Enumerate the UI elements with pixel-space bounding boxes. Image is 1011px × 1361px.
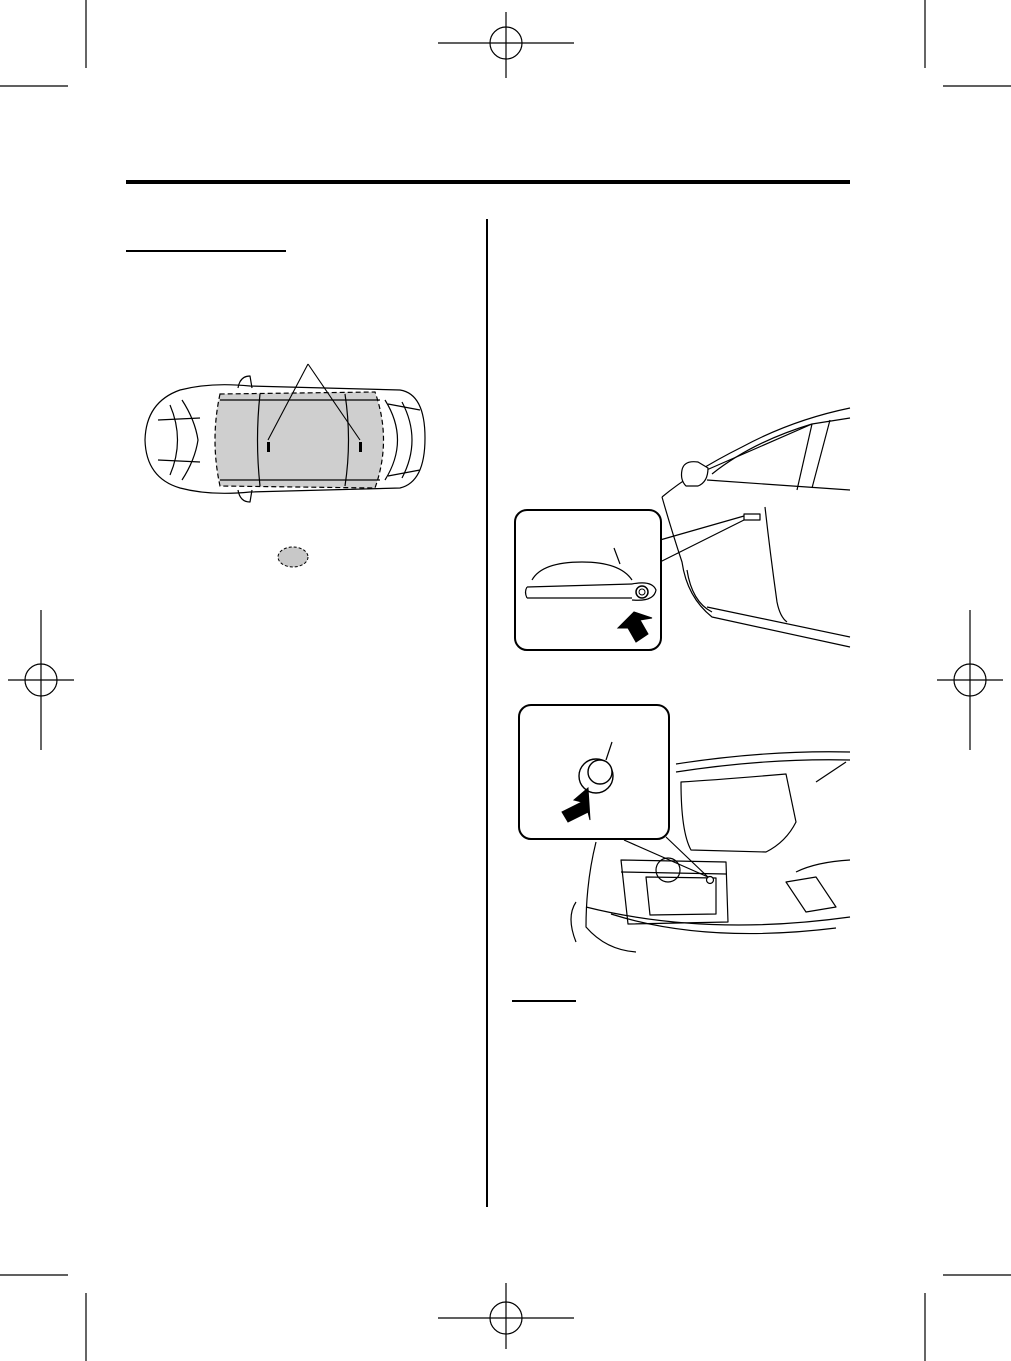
antenna-mark-front bbox=[267, 442, 270, 452]
section-heading-underline bbox=[126, 250, 286, 252]
header-rule bbox=[126, 180, 850, 184]
request-switch-button bbox=[636, 586, 648, 598]
operational-range-area bbox=[215, 392, 384, 488]
registration-mark-left bbox=[8, 610, 74, 750]
registration-mark-top bbox=[438, 12, 574, 78]
antenna-mark-rear bbox=[359, 442, 362, 452]
registration-mark-right bbox=[937, 610, 1003, 750]
door-request-switch-figure bbox=[512, 402, 852, 654]
liftgate-request-switch-button bbox=[588, 760, 612, 784]
registration-mark-bottom bbox=[438, 1283, 574, 1349]
liftgate-request-switch-figure bbox=[516, 702, 852, 958]
operational-range-legend-swatch bbox=[276, 544, 310, 570]
column-divider bbox=[486, 219, 488, 1207]
car-top-view-operational-range-figure bbox=[140, 360, 440, 520]
note-heading-underline bbox=[512, 1000, 576, 1002]
liftgate-request-switch-small bbox=[707, 877, 714, 884]
